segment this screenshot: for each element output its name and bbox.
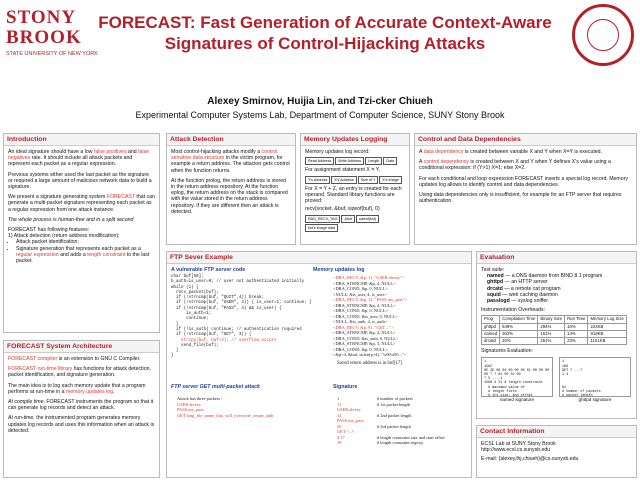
code-line: while (1) {	[171, 285, 199, 290]
poster-title: FORECAST: Fast Generation of Accurate Context-Aware Signatures of Control-Hijacking Attacks	[98, 13, 552, 53]
log-line: <&p+4, &buf, strlen(p+4), "\x90\x90...">	[333, 352, 407, 357]
program-name: passlogd	[487, 298, 510, 305]
overheads-table	[481, 315, 627, 345]
table-cell: 294%	[538, 323, 565, 330]
detect-heading: Attack Detection	[167, 134, 295, 146]
signature-value: 18	[337, 440, 342, 445]
table-cell: 23%	[565, 338, 588, 345]
contact-section	[476, 425, 637, 478]
program-name: named	[487, 273, 504, 280]
intro-heading: Introduction	[4, 134, 159, 146]
signature-row	[337, 440, 469, 446]
signature-value: 11	[337, 401, 342, 407]
code-subheading: A vulnerable FTP server code	[171, 267, 246, 273]
log-subheading: Memory updates log	[313, 267, 365, 273]
attack-line: Attack has three packets -	[177, 396, 223, 401]
code-line: if (!is_auth) continue; // authentication required	[171, 327, 302, 332]
signature-value: PASS my_pass	[337, 418, 364, 423]
attack-line: USER alexey	[177, 401, 201, 407]
intro-p4: The whole process is human-free and in a split second	[8, 216, 134, 223]
control-p4: Using data dependencies only is insufficient, for example for an FTP server that requires authentication.	[419, 192, 622, 205]
log-line: <DRA_COND, &is_user, 0, NULL>	[333, 313, 399, 319]
attack-line: GET long_file_name_that_will_overwrite_return_addr	[177, 412, 274, 418]
log-line: <DRA_COND, &is_auth, 0, NULL>	[333, 335, 399, 341]
arch-heading: FORECAST System Architecture	[4, 341, 159, 353]
signature-subheading: Signature	[333, 384, 358, 390]
program-desc: — a remote cat program	[502, 285, 561, 292]
program-desc: — web caching daemon	[500, 291, 558, 298]
signature-value: 12	[337, 412, 342, 418]
log-line: <DRA_STRNCMP, &p, 4, NULL>	[333, 280, 396, 286]
table-cell: named	[482, 330, 500, 337]
named-signature-label: named signature	[499, 397, 535, 403]
program-name: squid	[487, 291, 501, 298]
assignment-fields: Y's Address X's Address Size of Y X's Image	[305, 176, 405, 184]
arch-p3: The main idea is to log each memory update that a program performs at run-time in a memory updates log.	[8, 382, 146, 395]
intro-p1: An ideal signature should have a low false positives and false negatives rate. It should include all attack packets and represent each packet as a regular expression.	[8, 149, 150, 168]
authors: Alexey Smirnov, Huijia Lin, and Tzi-cker Chiueh	[207, 96, 433, 107]
table-header-cell: Compilation Time	[500, 316, 538, 323]
table-header-cell: Run Time	[565, 316, 588, 323]
memlog-p1: Memory updates log record:	[305, 149, 370, 155]
table-row	[482, 330, 627, 337]
logo-line1: STONY	[6, 7, 77, 28]
program-name: ghttpd	[487, 279, 504, 286]
signature-value: 4 17	[337, 434, 345, 440]
log-line: <DRA_RECV, &p, 11, "USER alexey">	[333, 275, 405, 280]
program-desc: — an HTTP server	[503, 279, 548, 286]
code-line: recv_packet(buf);	[171, 290, 219, 295]
ftp-heading: FTP Sever Example	[167, 252, 471, 264]
signature-value: 3	[337, 396, 340, 401]
university-seal-icon	[572, 4, 634, 66]
program-desc: — a DNS daemon from BIND 8.1 program	[503, 273, 603, 280]
memory-updates-log	[333, 275, 469, 358]
code-line: strcpy(buf, buf+4); // overflow occurs	[171, 338, 277, 343]
stony-brook-logo	[6, 7, 98, 57]
memlog-p3: For X = Y + Z, an entry is created for each operand. Standard library functions are proved:	[305, 185, 402, 205]
table-cell: 14%	[565, 330, 588, 337]
signature-value: GET ^...?	[337, 429, 354, 434]
ghttpd-signature: 1 166 GET ? ...? 1 4 64 # number of packets # packet length	[559, 357, 631, 397]
attack-line: PASS my_pass	[177, 407, 204, 412]
code-line: if (!strncmp(buf, "USER", 4)) { is_user=1; continue; }	[171, 301, 312, 306]
memlog-p4: recv(socket, &buf, sizeof(buf), 0)	[305, 206, 380, 213]
poster-header	[0, 0, 640, 88]
signature-comment: # 1st packet length	[377, 401, 411, 407]
memory-logging-section	[300, 133, 410, 245]
table-cell: ghttpd	[482, 323, 500, 330]
table-cell: 151%	[538, 330, 565, 337]
code-line: continue;	[171, 317, 209, 322]
log-line: <DRA_COND, &p, 0, NULL>	[333, 346, 388, 352]
table-cell: 819KB	[588, 330, 626, 337]
table-header-cell: Memory Log Size	[588, 316, 626, 323]
signature-listing	[337, 396, 469, 446]
log-line: <DRA_RECV, &p, 91, "GET ...">	[333, 324, 394, 330]
code-line: }	[171, 354, 174, 359]
detect-p2: At the function prolog, the return address is stored in the return address repository. At the function eplog, the return address on the stack is compared with the value stored in the return address repository. If they are different then an attack is detected.	[171, 177, 288, 215]
detect-p1: Most control-hijacking attacks modify a control sensitive data structure in the victim program, for example a return address. The attacker gets control when the function returns.	[171, 149, 290, 174]
control-p2: A control dependency is created between X and Y when Y defines X's value using a conditional expression: if (Y>1) X=1; else X=2.	[419, 159, 611, 172]
signature-comment: # 2nd packet length	[377, 412, 412, 418]
contact-heading: Contact Information	[477, 426, 636, 438]
signature-value: 56	[337, 423, 342, 429]
arch-p2: FORECAST run-time library has functions for attack detection, packet identification, and signature generation.	[8, 366, 151, 379]
code-line: b_auth=is_user=0; // user not authenticated initially	[171, 280, 305, 285]
arch-p5: At run-time, the instrumented program generates memory updates log records and uses this information when an attack is detected.	[8, 415, 155, 434]
memlog-heading: Memory Updates Logging	[301, 134, 409, 146]
log-line: <DRA_COND, &p, 0, NULL>	[333, 308, 388, 313]
code-line: }	[171, 349, 179, 354]
table-cell: 261%	[538, 338, 565, 345]
log-line: <DRA_STRNCMP, &p, 4, NULL>	[333, 302, 396, 308]
control-heading: Control and Data Dependencies	[415, 134, 636, 146]
code-line: send_file(buf);	[171, 343, 219, 348]
intro-features: FORECAST has following features: 1) Attack detection (return address modification); • Attack packet identification; • Signature generation that represents each packet as a regular expression and adds a length constraint to the last packet.	[8, 227, 155, 264]
log-line: <NULL, &is_auth, 4, is_auth>	[333, 319, 388, 324]
saved-return-note: Saved return address is in buf[17]	[337, 360, 402, 366]
table-cell: 1101KB	[588, 338, 626, 345]
intro-p3: We present a signature generating system FORECAST that can generate a multi-packet signature representing each packet as a regular expression from one attack instance.	[8, 194, 155, 213]
table-cell: 302%	[500, 330, 538, 337]
signature-comment: # number of packets	[377, 396, 413, 401]
ftp-example-section	[166, 251, 472, 478]
attack-detection-section	[166, 133, 296, 245]
signature-comment: # length constraint regexp	[377, 440, 423, 445]
table-cell: 549%	[500, 323, 538, 330]
code-line: }	[171, 322, 179, 327]
signature-comment: # 3rd packet length	[377, 423, 411, 429]
attack-subheading: FTP server GET multi-packet attack	[171, 384, 260, 390]
code-line: if (!strncmp(buf, "GET", 3)) {	[171, 333, 252, 338]
table-header	[482, 316, 627, 323]
test-suite-label: Test suite:	[481, 267, 505, 273]
table-cell: 224KB	[588, 323, 626, 330]
signature-value: USER alexey	[337, 407, 361, 412]
vulnerable-code	[171, 275, 311, 360]
sig-eval-label: Signatures Evaluation:	[481, 348, 533, 355]
ghttpd-signature-label: ghttpd signature	[578, 397, 612, 403]
table-row	[482, 323, 627, 330]
eval-heading: Evaluation	[477, 252, 636, 264]
test-suite-item	[487, 298, 632, 304]
intro-p2: Previous systems either used the last packet as the signature or required a large amount of malicious network data to build a signature.	[8, 171, 152, 191]
log-line: <DRA_STRNCMP, &p, 3, NULL>	[333, 341, 396, 346]
arch-p1: FORECAST compiler is an extension to GNU C Compiler.	[8, 356, 141, 362]
table-cell: drcatd	[482, 338, 500, 345]
memlog-p2: For assignment statement X = Y,	[305, 167, 380, 174]
log-record-fields: Read Address Write Address Length Data	[305, 157, 405, 165]
attack-packets	[177, 396, 311, 418]
recv-fields: RAD_RECV_TAG &buf sizeof(buf) buf's image data	[305, 215, 405, 232]
signature-comment: # length constraint size and start offset	[377, 434, 445, 440]
evaluation-section	[476, 251, 637, 419]
dependencies-section	[414, 133, 637, 245]
code-line: char buf[50];	[171, 275, 204, 279]
log-line: <DRA_COND, &p, 0, NULL>	[333, 286, 388, 291]
intro-section	[3, 133, 160, 333]
logo-line2: BROOK	[6, 27, 82, 48]
code-line: if (!strncmp(buf, "QUIT",4)) break;	[171, 296, 264, 301]
control-p3: For each conditional and loop expression FORECAST inserts a special log record. Memory updates log allows to identify control and data dependencies.	[419, 175, 628, 188]
table-cell: 20%	[500, 338, 538, 345]
signature-examples	[481, 357, 632, 403]
code-line: is_auth=1;	[171, 312, 212, 317]
code-line: if (!strncmp(buf, "PASS", 4) && is_user) {	[171, 306, 282, 311]
table-cell: 10%	[565, 323, 588, 330]
log-line: <NULL, &is_user, 4, is_user>	[333, 291, 387, 297]
log-line: <DRA_RECV, &p, 12, "PASS my_pass">	[333, 297, 408, 302]
table-header-cell: Prog	[482, 316, 500, 323]
program-name: drcatd	[487, 285, 503, 292]
table-header-cell: Binary Size	[538, 316, 565, 323]
contact-email[interactable]: E-mail: {alexey,lhj,chiueh}@cs.sunysb.edu	[481, 456, 579, 463]
contact-url[interactable]: http://www.ecsl.cs.sunysb.edu	[481, 447, 551, 454]
table-row	[482, 338, 627, 345]
test-suite-list	[487, 273, 632, 304]
overheads-label: Instrumentation Overheads:	[481, 307, 546, 314]
arch-p4: At compile time, FORECAST instruments the program so that it can generate log records and detect an attack.	[8, 399, 154, 412]
program-desc: — syslog sniffer.	[509, 298, 550, 305]
architecture-section	[3, 340, 160, 478]
control-p1: A data dependency is created between variable X and Y when X=Y is executed.	[419, 149, 603, 155]
affiliation: Experimental Computer Systems Lab, Department of Computer Science, SUNY Stony Brook	[135, 110, 505, 120]
named-signature: 1 1562 0E 2E 09 00 00 00 00 01 00 00 00 00 ? ? 01 00 01 00 ? 5 ... 1 1568 4 21 # length constraint # maximum value of # length field # its size, and offset	[481, 357, 553, 397]
contact-lab: ECSL Lab at SUNY Stony Brook	[481, 441, 556, 447]
logo-subtitle: STATE UNIVERSITY OF NEW YORK	[6, 51, 98, 57]
log-line: <DRA_STRNCMP, &p, 4, NULL>	[333, 330, 396, 335]
